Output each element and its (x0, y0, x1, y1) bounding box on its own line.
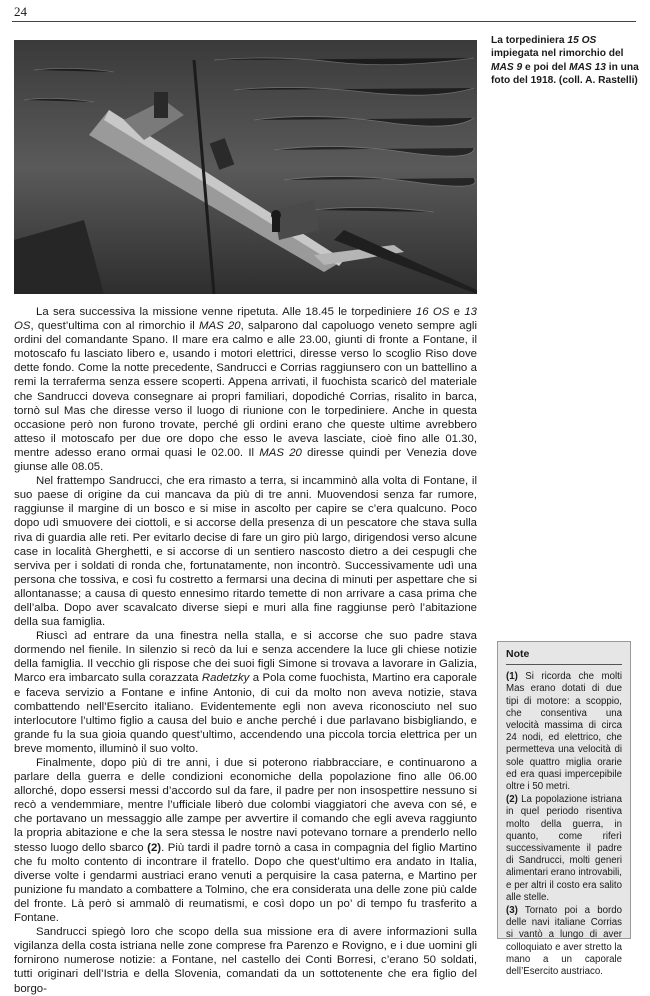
paragraph-5: Sandrucci spiegò loro che scopo della sua missione era di avere informazioni sulla vigilanza della costa istriana nelle zone comprese fra Parenzo e Rovigno, e i due uomini gli fornirono numerose notizie: a Fontane, nel castello dei Conti Borresi, c’erano 50 soldati, tutti originari dell’Istria e della Slovenia, comandati da un sottotenente che era figlio del borgo- (14, 926, 477, 995)
note-number: (3) (506, 905, 518, 917)
p3-italic-b: Radetzky (201, 672, 250, 685)
p1-text-a: La sera successiva la missione venne ripetuta. Alle 18.45 le torpediniere (36, 306, 416, 318)
photo-illustration (14, 40, 477, 294)
page-number: 24 (14, 4, 27, 19)
note-item (506, 794, 622, 904)
p1-text-e: , quest’ultima con al rimorchio il (30, 320, 200, 333)
caption-italic-1: 15 OS (567, 35, 597, 46)
caption-text-3: e poi del (522, 61, 570, 73)
note-text: Tornato poi a bordo delle navi italiane Corrias si vantò a lungo di aver colloquiato e aver stretto la mano a un caporale dell’Esercito austriaco. (506, 905, 622, 978)
article-body (14, 305, 477, 996)
p1-italic-b: 16 OS (415, 306, 450, 318)
note-text: La popolazione istriana in quel periodo risentiva molto della guerra, in quanto, come riferì successivamente il padre di Sandrucci, molti generi alimentari erano introvabili, e per altri il costo era salito alle stelle. (506, 794, 622, 903)
p1-italic-h: MAS 20 (259, 446, 302, 459)
p1-text-g: , salparono dal capoluogo veneto sempre agli ordini del comandante Spano. Il mare era calmo e alle 23.00, giunti di fronte a Fontane, il motoscafo fu lasciato libero e, usando i motori elettrici, diresse verso lo scoglio Riso dove dette fondo. Come la notte precedente, Sandrucci e Corrias raggiunsero con un battellino a remi la terraferma senza essere scoperti. Appena arrivati, il fuochista scaricò del materiale che Sandrucci doveva consegnare ai propri familiari, dopodiché Corrias, risalito in barca, tornò sul Mas che diresse verso il luogo di riunione con le torpediniere. Anche in questa occasione però non furono trovate, perché gli ordini erano che queste ultime avrebbero atteso il motoscafo per due ore dopo che esso le aveva lasciate, cioè fino alle 01.30, mentre adesso erano ormai quasi le 02.00. Il (14, 320, 477, 459)
p1-text-c: e (449, 306, 465, 318)
paragraph-4 (14, 756, 477, 925)
caption-text-2: impiegata nel rimorchio del (491, 48, 624, 60)
notes-box (497, 641, 631, 978)
p4-text-a: Finalmente, dopo più di tre anni, i due si poterono riabbracciare, e continuarono a parlare della guerra e delle condizioni economiche della popolazione fino alle 06.00 allorché, dopo essersi messi d’accordo sul da fare, il padre per non insospettire nessuno si recò a vendemmiare, mentre l’ufficiale liberò due colombi viaggiatori che aveva con sé, e che portavano un messaggio alle zampe per avvertire il comando che egli aveva raggiunto la propria abitazione e che la sera stessa le nostre navi potevano tornare a prenderlo nello stesso luogo dello sbarco (14, 757, 477, 854)
header-rule (12, 21, 636, 22)
p3-text-a: Riuscì ad entrare da una finestra nella stalla, e si accorse che suo padre stava dormendo nel fienile. In silenzio si recò da lui e senza accendere la luce gli chiese notizie della famiglia. Il vecchio gli rispose che dei suoi figli Simone si trovava a lavorare in Galizia, Marco era imbarcato sulla corazzata (14, 630, 477, 685)
p3-text-c: a Pola come fuochista, Martino era caporale e faceva servizio a Fontane e infine Antonio, di cui da molto non aveva notizie, stava combattendo nell’Esercito italiano. Evidentemente egli non aveva riconosciuto nel suo interlocutore l’ultimo figlio a causa del buio e anche perché i due parlavano bisbigliando, e grande fu la sua gioia quando quest’ultimo, accendendo una piccola torcia elettrica per un breve momento, illuminò il suo volto. (14, 672, 477, 755)
caption-italic-3: MAS 13 (569, 61, 606, 73)
note-text: Si ricorda che molti Mas erano dotati di due tipi di motore: a scoppio, che consentiva una velocità massima di circa 24 nodi, ed elettrico, che permetteva una velocità di sole quattro miglia orarie ed era quasi impercepibile oltre i 50 metri. (506, 671, 622, 793)
p1-text-i: diresse quindi per Venezia dove giunse alle 08.05. (14, 446, 477, 474)
notes-title: Note (506, 648, 530, 660)
paragraph-2: Nel frattempo Sandrucci, che era rimasto a terra, si incamminò alla volta di Fontane, il suo paese di origine da cui mancava da più di tre anni. Muovendosi senza far rumore, raggiunse il margine di un bosco e si mise in ascolto per capire se c’era qualcuno. Poco dopo udì smuovere dei ciottoli, e si accorse della presenza di un pescatore che stava sulla riva di guardia alle reti. Per evitarlo decise di fare un giro più largo, dirigendosi verso alcune case in località Gherghetti, e si accorse di un sentiero nascosto dietro a dei cespugli che serviva per i soldati di ronda che, fortunatamente, non incontrò. Successivamente udì una persona che tossiva, e così fu costretto a fermarsi una decina di minuti per aspettare che si allontanasse; a causa di questo ennesimo ritardo temette di non arrivare a casa prima che dell’alba. Dopo aver scavalcato diverse siepi e muri alla fine raggiunse però l’abitazione della sua famiglia. (14, 475, 477, 629)
caption-text-1: La torpediniera (491, 35, 568, 46)
paragraph-3 (14, 629, 477, 756)
p1-italic-d: 13 OS (14, 306, 477, 333)
caption-italic-2: MAS 9 (491, 61, 523, 73)
paragraph-1 (14, 305, 477, 474)
caption-text-4: in una foto del 1918. (coll. A. Rastelli) (491, 61, 639, 87)
note-item (506, 905, 622, 978)
p1-italic-f: MAS 20 (199, 320, 241, 333)
note-item (506, 671, 622, 793)
photo-caption (491, 34, 639, 88)
torpedo-boat-photo (14, 40, 477, 294)
note-number: (2) (506, 794, 518, 806)
p4-note-ref: (2) (147, 841, 162, 854)
notes-rule (506, 664, 622, 665)
p4-text-c: . Più tardi il padre tornò a casa in compagnia del figlio Martino che fu molto contento di incontrare il fratello. Dopo che quest’ultimo era andato in Italia, diverse volte i gendarmi austriaci erano venuti a perquisire la casa paterna, e Martino per punizione fu mandato a combattere a Tolmino, che era considerata una delle zone più calde del fronte. Là però si ammalò di reumatismi, e così dopo un po’ di tempo fu trasferito a Fontane. (14, 841, 477, 925)
note-number: (1) (506, 671, 518, 683)
